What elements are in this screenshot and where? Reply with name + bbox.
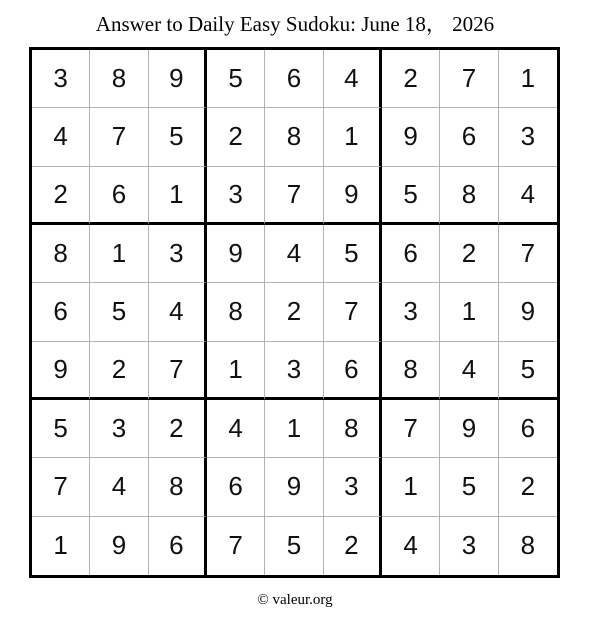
sudoku-cell-r3-c1: 2 (32, 167, 90, 225)
sudoku-cell-r1-c7: 2 (382, 50, 440, 108)
sudoku-cell-r6-c5: 3 (265, 342, 323, 400)
sudoku-cell-r8-c2: 4 (90, 458, 148, 516)
sudoku-cell-r6-c2: 2 (90, 342, 148, 400)
sudoku-cell-r2-c7: 9 (382, 108, 440, 166)
sudoku-cell-r1-c1: 3 (32, 50, 90, 108)
sudoku-cell-r9-c9: 8 (520, 530, 536, 561)
sudoku-cell-r8-c5: 9 (265, 458, 323, 516)
sudoku-cell-r5-c8: 1 (440, 283, 498, 341)
sudoku-cell-r9-c1: 1 (32, 517, 90, 575)
sudoku-cell-r2-c1: 4 (32, 108, 90, 166)
sudoku-cell-r2-c2: 7 (90, 108, 148, 166)
sudoku-cell-r1-c2: 8 (90, 50, 148, 108)
sudoku-cell-r6-c1: 9 (32, 342, 90, 400)
sudoku-cell-r4-c7: 6 (382, 225, 440, 283)
sudoku-cell-r4-c3: 3 (149, 225, 207, 283)
sudoku-cell-r4-c8: 2 (440, 225, 498, 283)
sudoku-cell-r9-c8: 3 (440, 517, 498, 575)
sudoku-cell-r7-c1: 5 (32, 400, 90, 458)
sudoku-cell-r3-c5: 7 (265, 167, 323, 225)
sudoku-cell-r7-c6: 8 (324, 400, 382, 458)
sudoku-cell-r7-c4: 4 (207, 400, 265, 458)
sudoku-cell-r3-c4: 3 (207, 167, 265, 225)
sudoku-cell-r4-c6: 5 (324, 225, 382, 283)
copyright-footer: © valeur.org (257, 592, 333, 608)
sudoku-cell-r7-c2: 3 (90, 400, 148, 458)
sudoku-cell-r1-c5: 6 (265, 50, 323, 108)
sudoku-cell-r1-c6: 4 (324, 50, 382, 108)
sudoku-cell-r9-c5: 5 (265, 517, 323, 575)
sudoku-cell-r3-c7: 5 (382, 167, 440, 225)
sudoku-cell-r9-c7: 4 (382, 517, 440, 575)
sudoku-cell-r9-c3: 6 (149, 517, 207, 575)
sudoku-cell-r5-c9: 9 (499, 283, 557, 341)
sudoku-cell-r7-c5: 1 (265, 400, 323, 458)
sudoku-cell-r8-c9: 2 (499, 458, 557, 516)
sudoku-cell-r1-c8: 7 (440, 50, 498, 108)
sudoku-cell-r6-c6: 6 (324, 342, 382, 400)
sudoku-cell-r6-c8: 4 (440, 342, 498, 400)
sudoku-cell-r7-c9: 6 (499, 400, 557, 458)
sudoku-cell-r2-c4: 2 (207, 108, 265, 166)
sudoku-cell-r6-c3: 7 (149, 342, 207, 400)
sudoku-cell-r2-c3: 5 (149, 108, 207, 166)
sudoku-cell-r4-c1: 8 (32, 225, 90, 283)
sudoku-cell-r9-c6: 2 (324, 517, 382, 575)
sudoku-cell-r8-c4: 6 (207, 458, 265, 516)
sudoku-cell-r8-c1: 7 (32, 458, 90, 516)
sudoku-cell-r8-c3: 8 (149, 458, 207, 516)
sudoku-cell-r2-c6: 1 (324, 108, 382, 166)
sudoku-cell-r7-c8: 9 (440, 400, 498, 458)
sudoku-cell-r6-c7: 8 (382, 342, 440, 400)
sudoku-cell-r9-c2: 9 (90, 517, 148, 575)
sudoku-cell-r5-c6: 7 (324, 283, 382, 341)
sudoku-cell-r4-c2: 1 (90, 225, 148, 283)
sudoku-cell-r5-c4: 8 (207, 283, 265, 341)
sudoku-cell-r1-c3: 9 (149, 50, 207, 108)
sudoku-board (29, 47, 560, 578)
sudoku-cell-r3-c6: 9 (324, 167, 382, 225)
sudoku-cell-r4-c4: 9 (207, 225, 265, 283)
sudoku-cell-r1-c4: 5 (207, 50, 265, 108)
sudoku-cell-r6-c9: 5 (499, 342, 557, 400)
sudoku-cell-r5-c5: 2 (265, 283, 323, 341)
sudoku-cell-r2-c9: 3 (499, 108, 557, 166)
sudoku-cell-r8-c8: 5 (440, 458, 498, 516)
puzzle-title: Answer to Daily Easy Sudoku: June 18， 2026 (95, 12, 495, 36)
sudoku-cell-r3-c3: 1 (149, 167, 207, 225)
sudoku-cell-r2-c5: 8 (265, 108, 323, 166)
sudoku-cell-r5-c1: 6 (32, 283, 90, 341)
sudoku-cell-r4-c9: 7 (499, 225, 557, 283)
sudoku-cell-r4-c5: 4 (265, 225, 323, 283)
sudoku-cell-r5-c7: 3 (382, 283, 440, 341)
sudoku-cell-r7-c7: 7 (382, 400, 440, 458)
sudoku-cell-r5-c3: 4 (149, 283, 207, 341)
sudoku-cell-r3-c2: 6 (90, 167, 148, 225)
sudoku-cell-r7-c3: 2 (149, 400, 207, 458)
sudoku-cell-r5-c2: 5 (90, 283, 148, 341)
sudoku-cell-r8-c7: 1 (382, 458, 440, 516)
sudoku-cell-r6-c4: 1 (207, 342, 265, 400)
sudoku-cell-r9-c4: 7 (207, 517, 265, 575)
sudoku-cell-r2-c8: 6 (440, 108, 498, 166)
sudoku-cell-r1-c9: 1 (499, 50, 557, 108)
sudoku-cell-r3-c9: 4 (499, 167, 557, 225)
sudoku-cell-r3-c8: 8 (440, 167, 498, 225)
sudoku-cell-r8-c6: 3 (324, 458, 382, 516)
